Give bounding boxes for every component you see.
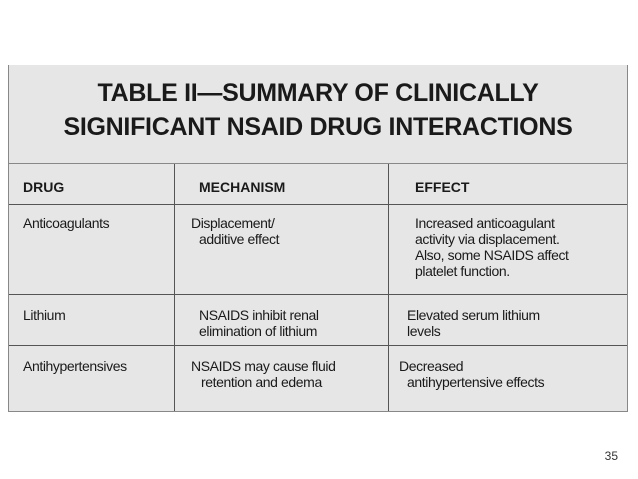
table-figure <box>8 65 628 412</box>
cell-line: retention and edema <box>201 374 322 390</box>
table-row-effect <box>399 358 544 390</box>
cell-line: elimination of lithium <box>199 323 318 339</box>
table-title-line-2: SIGNIFICANT NSAID DRUG INTERACTIONS <box>63 113 573 141</box>
cell-line: antihypertensive effects <box>407 374 545 390</box>
table-row-drug <box>23 215 109 231</box>
table-row-drug <box>23 307 65 323</box>
row-divider <box>9 294 627 295</box>
cell-line: Antihypertensives <box>23 358 127 374</box>
table-row-mechanism <box>191 358 335 390</box>
cell-line: Anticoagulants <box>23 215 110 231</box>
table-row-mechanism <box>199 307 319 339</box>
cell-line: Also, some NSAIDS affect <box>415 247 569 263</box>
header-effect: EFFECT <box>415 179 470 195</box>
cell-line: activity via displacement. <box>415 231 560 247</box>
column-divider <box>174 164 175 411</box>
cell-line: Increased anticoagulant <box>415 215 555 231</box>
table-row-drug <box>23 358 127 374</box>
slide-number: 35 <box>604 449 618 463</box>
table-title-band <box>9 65 627 164</box>
column-divider <box>388 164 389 411</box>
cell-line: Displacement/ <box>191 215 275 231</box>
cell-line: NSAIDS inhibit renal <box>199 307 319 323</box>
cell-line: additive effect <box>199 231 280 247</box>
table-title-line-1: TABLE II—SUMMARY OF CLINICALLY <box>97 79 539 107</box>
header-mechanism: MECHANISM <box>199 179 286 195</box>
row-divider <box>9 345 627 346</box>
cell-line: Decreased <box>399 358 464 374</box>
table-row-effect <box>415 215 569 279</box>
cell-line: Lithium <box>23 307 66 323</box>
header-drug: DRUG <box>23 179 65 195</box>
cell-line: Elevated serum lithium <box>407 307 540 323</box>
cell-line: platelet function. <box>415 263 510 279</box>
cell-line: levels <box>407 323 441 339</box>
cell-line: NSAIDS may cause fluid <box>191 358 336 374</box>
table-row-mechanism <box>191 215 279 247</box>
table-row-effect <box>407 307 540 339</box>
row-divider <box>9 204 627 205</box>
